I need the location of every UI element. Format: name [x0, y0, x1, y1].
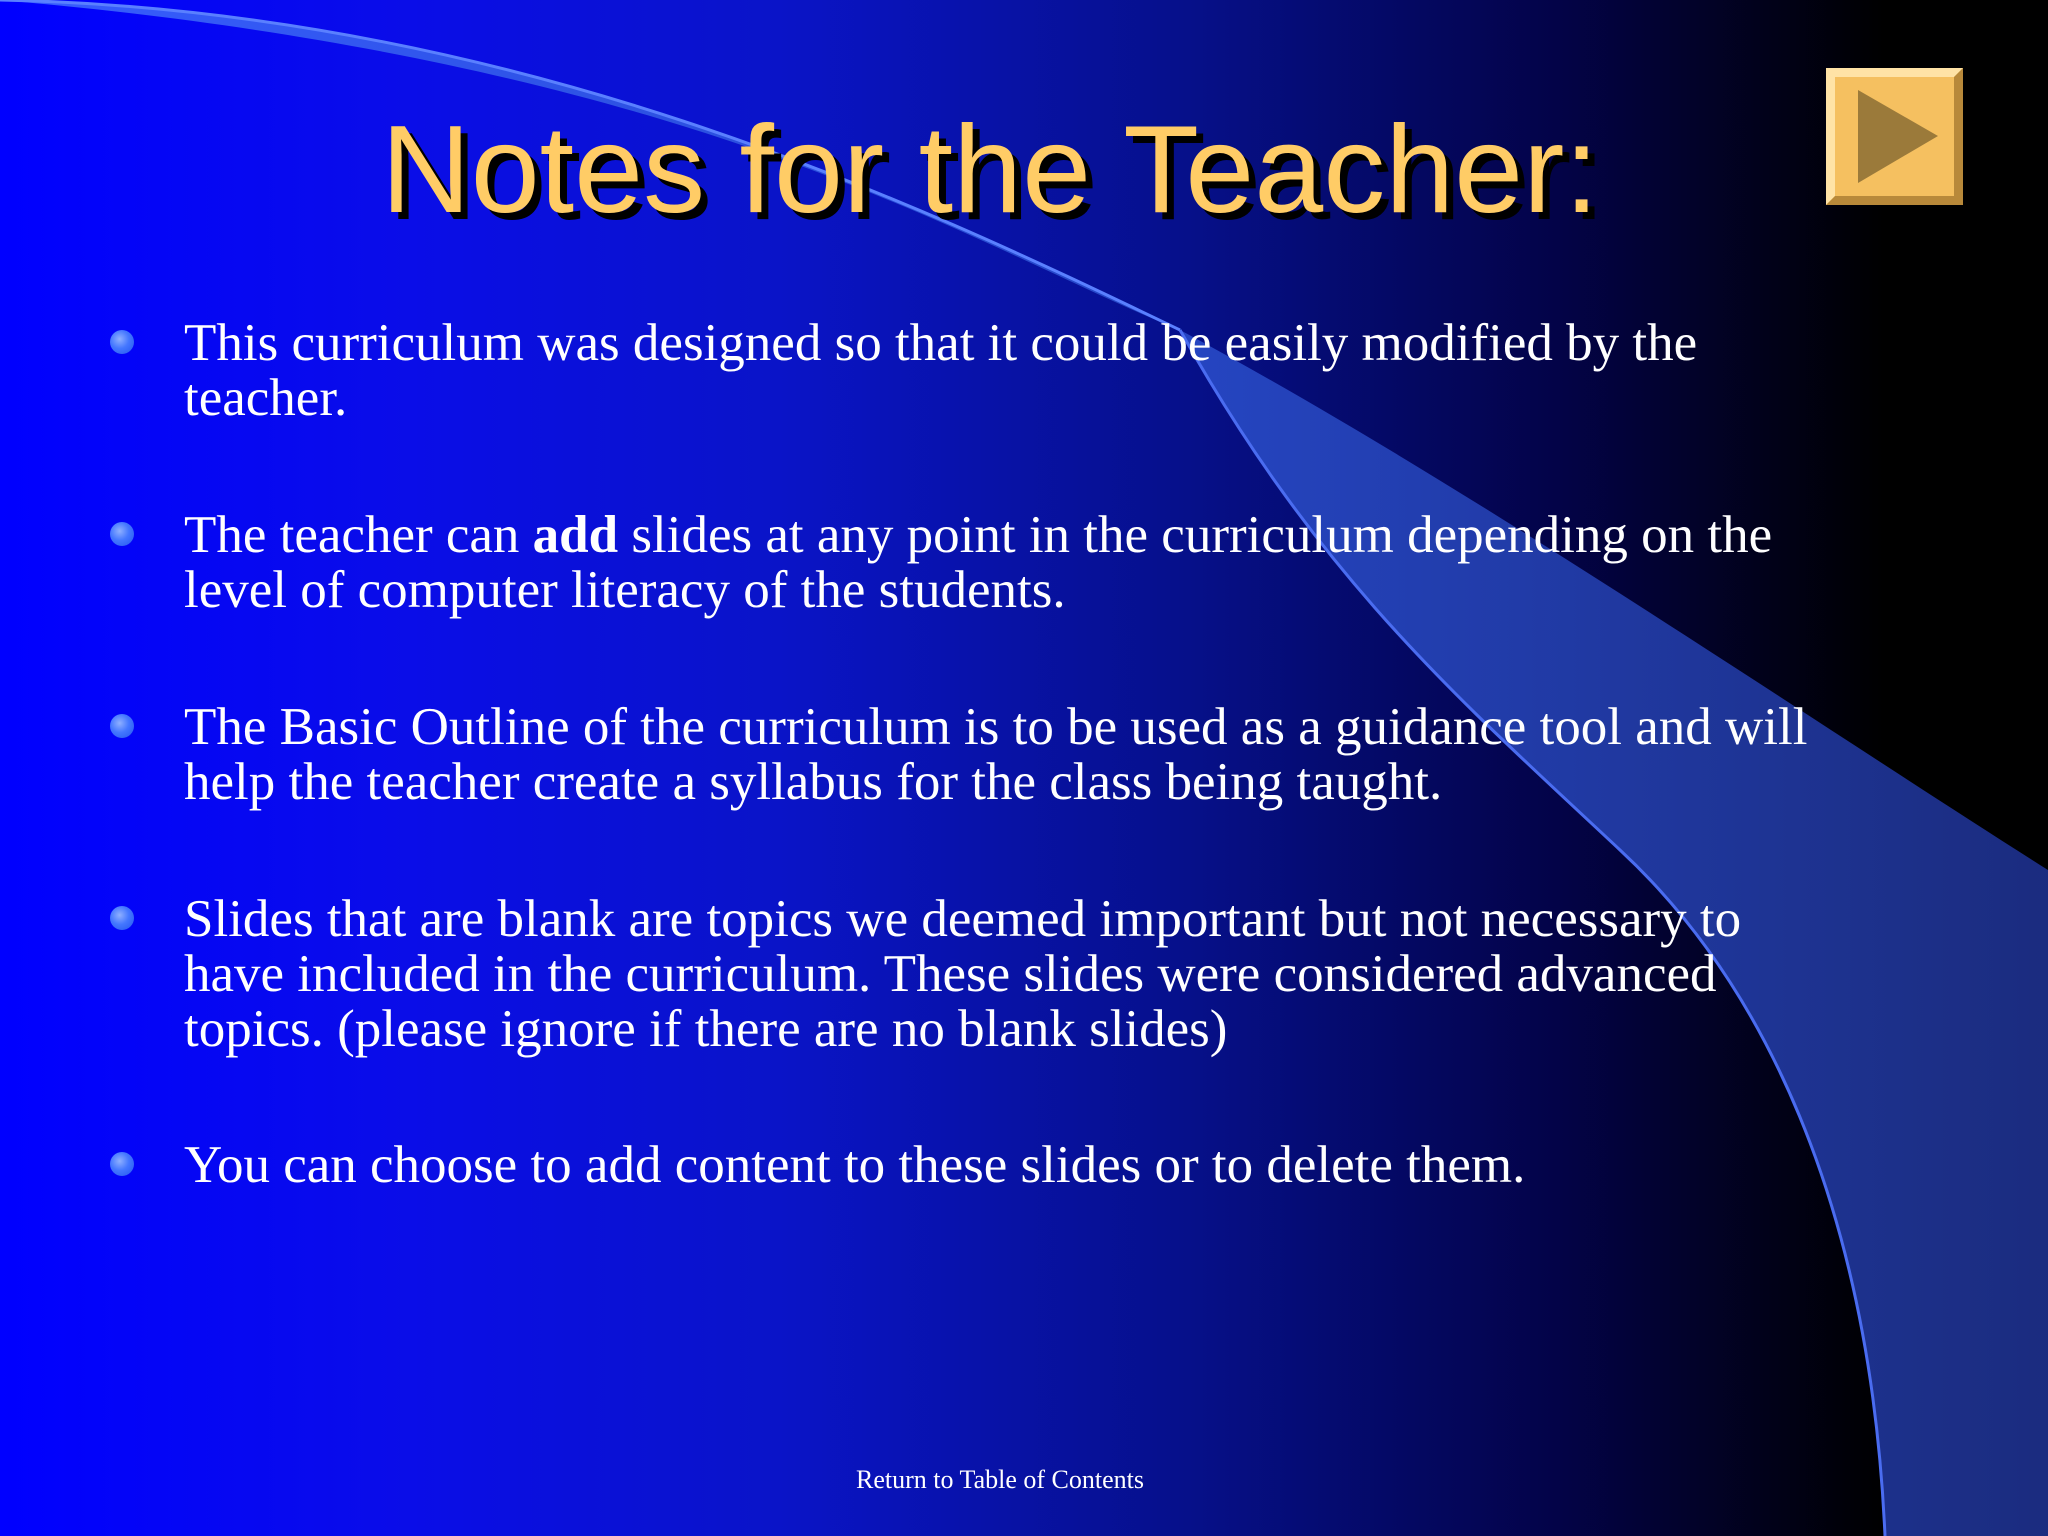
bullet-icon [110, 714, 134, 738]
bullet-text: Slides that are blank are topics we deemed important but not necessary to have included in the curriculum. These slides were considered advanced topics. (please ignore if there are no blank slides) [184, 890, 1742, 1058]
bullet-text-suffix: slides at any point in the curriculum depending on the level of computer literacy of the students. [184, 506, 1773, 619]
bullet-item-2 [184, 508, 1844, 618]
bullet-item-3 [184, 700, 1844, 810]
return-to-toc-link[interactable]: Return to Table of Contents [856, 1465, 1144, 1494]
bullet-text: The Basic Outline of the curriculum is to be used as a guidance tool and will help the teacher create a syllabus for the class being taught. [184, 698, 1808, 811]
bullet-icon [110, 1152, 134, 1176]
bullet-text-prefix: The teacher can [184, 506, 533, 564]
bullet-text: You can choose to add content to these slides or to delete them. [184, 1136, 1526, 1194]
bullet-icon [110, 330, 134, 354]
bullet-item-1 [184, 316, 1844, 426]
bullet-icon [110, 906, 134, 930]
bullet-icon [110, 522, 134, 546]
slide-title: Notes for the Teacher: [381, 101, 1599, 239]
bullet-text: This curriculum was designed so that it could be easily modified by the teacher. [184, 314, 1698, 427]
bullet-item-5 [184, 1138, 1844, 1193]
next-slide-button[interactable] [1826, 68, 1963, 205]
bullet-item-4 [184, 892, 1844, 1057]
bullet-text-bold: add [532, 506, 619, 564]
